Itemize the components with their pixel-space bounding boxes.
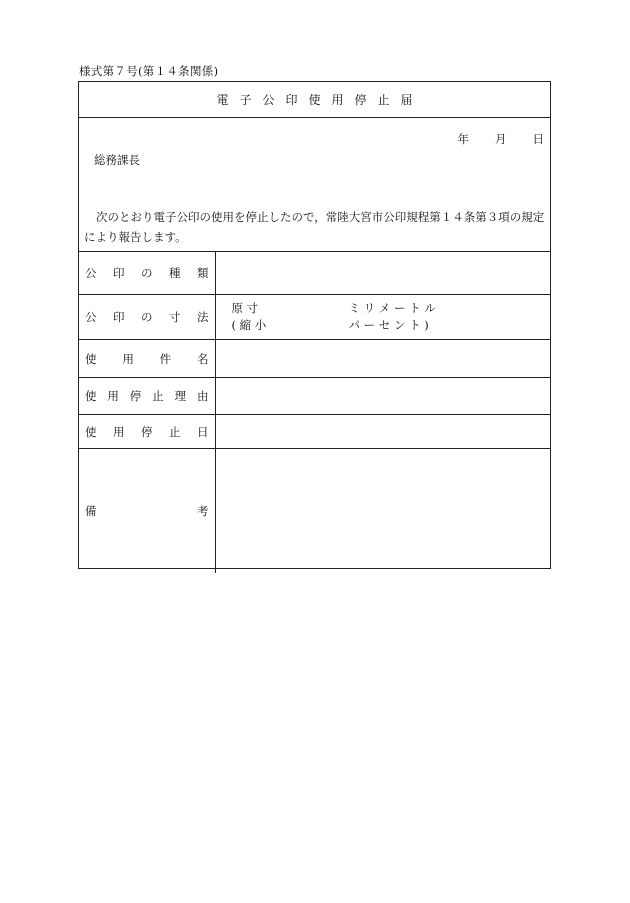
- report-statement: 次のとおり電子公印の使用を停止したので，常陸大宮市公印規程第１４条第３項の規定により報告します。: [84, 210, 545, 244]
- seal-type-field[interactable]: [215, 252, 550, 295]
- date-year: 年: [457, 132, 469, 146]
- remarks-field[interactable]: [215, 449, 550, 574]
- table-row: [79, 295, 550, 340]
- original-size-label: 原 寸: [231, 301, 259, 315]
- date-month: 月: [495, 132, 507, 146]
- reduction-label: ( 縮 小: [231, 318, 267, 332]
- use-case-field[interactable]: [215, 340, 550, 378]
- form-number: 様式第７号(第１４条関係): [79, 64, 219, 78]
- seal-size-field[interactable]: [215, 295, 550, 340]
- seal-size-label: 公 印 の 寸 法: [79, 295, 215, 340]
- table-row: [79, 378, 550, 415]
- remarks-label: 備 考: [79, 449, 215, 574]
- notification-form: [78, 81, 551, 569]
- seal-type-label: 公 印 の 種 類: [79, 252, 215, 295]
- stop-date-label: 使 用 停 止 日: [79, 415, 215, 449]
- fields-table: [79, 251, 550, 573]
- stop-reason-field[interactable]: [215, 378, 550, 415]
- use-case-label: 使 用 件 名: [79, 340, 215, 378]
- date-line: [458, 131, 545, 147]
- stop-reason-label: 使 用 停 止 理 由: [79, 378, 215, 415]
- table-row: [79, 415, 550, 449]
- form-title: 電子公印使用停止届: [79, 82, 550, 118]
- table-row: [79, 340, 550, 378]
- date-day: 日: [532, 132, 544, 146]
- table-row: [79, 449, 550, 574]
- stop-date-field[interactable]: [215, 415, 550, 449]
- table-row: [79, 252, 550, 295]
- millimeter-label: ミ リ メ ー ト ル: [348, 301, 436, 315]
- percent-label: パ ー セ ン ト ): [348, 318, 429, 332]
- addressee: 総務課長: [94, 153, 140, 167]
